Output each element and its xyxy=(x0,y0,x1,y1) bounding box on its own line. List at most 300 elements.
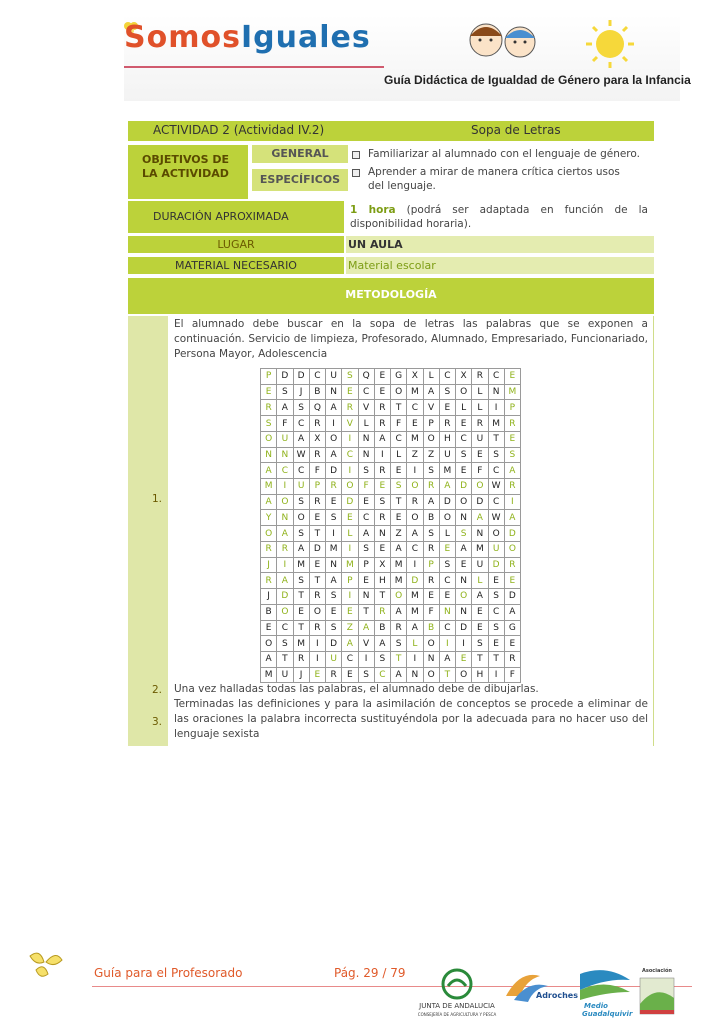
grid-letter: D xyxy=(472,494,488,510)
grid-letter: E xyxy=(293,604,309,620)
grid-letter: F xyxy=(423,604,439,620)
grid-letter: E xyxy=(407,416,423,432)
grid-letter: R xyxy=(472,369,488,385)
grid-letter: S xyxy=(439,557,455,573)
grid-letter: S xyxy=(488,620,504,636)
grid-letter: S xyxy=(472,636,488,652)
page-number: Pág. 29 / 79 xyxy=(334,966,406,980)
grid-letter: R xyxy=(374,510,390,526)
grid-row xyxy=(261,416,521,432)
grid-letter: M xyxy=(504,384,520,400)
grid-letter: W xyxy=(488,510,504,526)
grid-letter: C xyxy=(407,400,423,416)
grid-letter: T xyxy=(358,604,374,620)
grid-letter: S xyxy=(423,463,439,479)
grid-letter: U xyxy=(293,479,309,495)
grid-letter: S xyxy=(293,526,309,542)
grid-letter: R xyxy=(423,573,439,589)
specific-objective-text-1: Aprender a mirar de manera crítica ciertos usos xyxy=(368,166,620,178)
grid-letter: M xyxy=(391,573,407,589)
grid-letter: I xyxy=(309,651,325,667)
grid-letter: Z xyxy=(407,447,423,463)
grid-letter: U xyxy=(472,557,488,573)
grid-letter: D xyxy=(456,479,472,495)
grid-letter: A xyxy=(472,510,488,526)
guadalquivir-text: Guadalquivir xyxy=(582,1010,633,1018)
grid-letter: R xyxy=(293,651,309,667)
grid-letter: O xyxy=(456,589,472,605)
grid-letter: I xyxy=(326,416,342,432)
header-divider xyxy=(124,66,384,68)
grid-letter: F xyxy=(358,479,374,495)
grid-letter: I xyxy=(277,479,293,495)
grid-letter: N xyxy=(472,526,488,542)
grid-letter: J xyxy=(293,667,309,683)
grid-letter: N xyxy=(423,651,439,667)
grid-letter: T xyxy=(309,573,325,589)
grid-letter: E xyxy=(358,573,374,589)
grid-letter: I xyxy=(407,463,423,479)
grid-letter: V xyxy=(358,636,374,652)
grid-letter: C xyxy=(407,541,423,557)
grid-letter: R xyxy=(326,479,342,495)
grid-letter: L xyxy=(358,416,374,432)
grid-letter: O xyxy=(391,384,407,400)
duration-text xyxy=(350,203,648,231)
grid-letter: T xyxy=(293,589,309,605)
grid-letter: D xyxy=(293,369,309,385)
grid-letter: E xyxy=(439,589,455,605)
grid-letter: S xyxy=(326,510,342,526)
step-number: 2. xyxy=(152,684,163,696)
grid-row xyxy=(261,651,521,667)
grid-letter: D xyxy=(504,526,520,542)
grid-letter: C xyxy=(358,510,374,526)
grid-letter: F xyxy=(504,667,520,683)
grid-letter: I xyxy=(439,636,455,652)
grid-letter: A xyxy=(277,526,293,542)
grid-letter: A xyxy=(407,620,423,636)
grid-letter: N xyxy=(358,447,374,463)
grid-letter: A xyxy=(358,526,374,542)
objectives-label-line2: LA ACTIVIDAD xyxy=(142,167,229,180)
grid-letter: O xyxy=(261,431,277,447)
grid-letter: O xyxy=(407,510,423,526)
grid-letter: R xyxy=(309,494,325,510)
grid-letter: B xyxy=(423,510,439,526)
grid-letter: S xyxy=(358,541,374,557)
grid-letter: E xyxy=(326,494,342,510)
grid-row xyxy=(261,447,521,463)
grid-letter: I xyxy=(342,431,358,447)
grid-letter: M xyxy=(488,416,504,432)
grid-letter: H xyxy=(439,431,455,447)
grid-letter: D xyxy=(439,494,455,510)
footer-guide-label: Guía para el Profesorado xyxy=(94,966,243,980)
grid-letter: A xyxy=(504,463,520,479)
grid-letter: N xyxy=(456,573,472,589)
grid-row xyxy=(261,620,521,636)
grid-letter: A xyxy=(261,494,277,510)
grid-letter: R xyxy=(374,463,390,479)
grid-letter: E xyxy=(488,636,504,652)
grid-letter: S xyxy=(326,620,342,636)
grid-letter: E xyxy=(374,369,390,385)
grid-letter: M xyxy=(472,541,488,557)
grid-row xyxy=(261,526,521,542)
grid-letter: S xyxy=(439,384,455,400)
duration-rest: (podrá ser adaptada en función de la disponibilidad horaria). xyxy=(350,204,648,230)
grid-letter: F xyxy=(391,416,407,432)
grid-letter: O xyxy=(504,541,520,557)
grid-letter: R xyxy=(472,416,488,432)
grid-letter: O xyxy=(309,604,325,620)
grid-letter: S xyxy=(488,589,504,605)
grid-letter: A xyxy=(358,620,374,636)
grid-letter: E xyxy=(309,510,325,526)
grid-letter: R xyxy=(374,400,390,416)
grid-letter: G xyxy=(504,620,520,636)
grid-letter: E xyxy=(456,463,472,479)
grid-letter: E xyxy=(504,369,520,385)
grid-row xyxy=(261,494,521,510)
grid-letter: L xyxy=(472,400,488,416)
grid-letter: E xyxy=(261,384,277,400)
grid-letter: M xyxy=(439,463,455,479)
grid-letter: S xyxy=(326,589,342,605)
assoc-text: Asociación xyxy=(641,968,673,974)
grid-letter: E xyxy=(504,636,520,652)
place-label: LUGAR xyxy=(128,236,344,253)
grid-letter: O xyxy=(342,479,358,495)
grid-letter: D xyxy=(407,573,423,589)
objectives-label xyxy=(128,145,248,199)
grid-letter: I xyxy=(342,589,358,605)
grid-letter: R xyxy=(309,447,325,463)
grid-letter: E xyxy=(472,604,488,620)
grid-letter: D xyxy=(326,636,342,652)
grid-letter: C xyxy=(342,447,358,463)
logo-iguales: Iguales xyxy=(240,20,371,55)
grid-letter: M xyxy=(407,604,423,620)
grid-letter: U xyxy=(326,369,342,385)
grid-row xyxy=(261,369,521,385)
grid-row xyxy=(261,431,521,447)
grid-letter: S xyxy=(358,463,374,479)
grid-letter: O xyxy=(472,479,488,495)
grid-letter: R xyxy=(277,541,293,557)
grid-letter: N xyxy=(261,447,277,463)
grid-letter: E xyxy=(342,384,358,400)
grid-letter: M xyxy=(342,557,358,573)
grid-letter: R xyxy=(407,494,423,510)
general-label: GENERAL xyxy=(252,145,348,163)
grid-letter: A xyxy=(374,636,390,652)
grid-letter: E xyxy=(488,573,504,589)
adroches-text: Adroches xyxy=(536,991,578,1000)
grid-letter: I xyxy=(309,636,325,652)
grid-letter: S xyxy=(374,494,390,510)
grid-letter: T xyxy=(277,651,293,667)
adroches-logo xyxy=(500,966,578,1016)
grid-letter: T xyxy=(309,526,325,542)
grid-letter: B xyxy=(423,620,439,636)
grid-letter: I xyxy=(374,447,390,463)
guide-subtitle: Guía Didáctica de Igualdad de Género para la Infancia xyxy=(384,73,691,87)
grid-letter: C xyxy=(439,369,455,385)
grid-letter: X xyxy=(407,369,423,385)
grid-letter: C xyxy=(439,620,455,636)
grid-letter: G xyxy=(391,369,407,385)
grid-letter: Z xyxy=(342,620,358,636)
grid-letter: A xyxy=(374,431,390,447)
grid-letter: O xyxy=(277,604,293,620)
grid-letter: A xyxy=(342,636,358,652)
medio-text: Medio xyxy=(584,1002,608,1010)
grid-letter: S xyxy=(391,636,407,652)
grid-letter: U xyxy=(277,667,293,683)
grid-letter: N xyxy=(277,447,293,463)
activity-name: Sopa de Letras xyxy=(471,123,561,137)
grid-letter: S xyxy=(456,526,472,542)
grid-letter: R xyxy=(374,416,390,432)
grid-letter: A xyxy=(423,384,439,400)
grid-letter: O xyxy=(326,431,342,447)
methodology-label: METODOLOGÍA xyxy=(345,288,437,301)
place-value: UN AULA xyxy=(346,236,654,253)
grid-letter: D xyxy=(309,541,325,557)
grid-letter: C xyxy=(309,369,325,385)
grid-letter: C xyxy=(488,604,504,620)
grid-letter: E xyxy=(342,510,358,526)
grid-letter: A xyxy=(472,589,488,605)
grid-letter: R xyxy=(261,573,277,589)
grid-letter: R xyxy=(309,620,325,636)
grid-letter: E xyxy=(456,557,472,573)
grid-letter: O xyxy=(293,510,309,526)
grid-letter: O xyxy=(456,384,472,400)
grid-letter: A xyxy=(326,573,342,589)
grid-letter: M xyxy=(293,557,309,573)
grid-letter: S xyxy=(504,447,520,463)
grid-letter: A xyxy=(277,400,293,416)
grid-letter: P xyxy=(423,557,439,573)
butterfly-icon xyxy=(26,948,66,982)
grid-letter: L xyxy=(391,447,407,463)
grid-letter: C xyxy=(374,667,390,683)
grid-letter: H xyxy=(472,667,488,683)
grid-letter: E xyxy=(472,447,488,463)
specific-objective-text-2: del lenguaje. xyxy=(368,180,436,192)
grid-letter: N xyxy=(358,589,374,605)
grid-letter: T xyxy=(391,400,407,416)
grid-letter: A xyxy=(261,651,277,667)
word-search-grid xyxy=(260,368,521,683)
grid-letter: E xyxy=(309,557,325,573)
grid-letter: I xyxy=(277,557,293,573)
grid-letter: E xyxy=(391,463,407,479)
grid-letter: A xyxy=(277,573,293,589)
grid-letter: R xyxy=(504,416,520,432)
grid-letter: X xyxy=(374,557,390,573)
grid-letter: O xyxy=(261,636,277,652)
specific-label: ESPECÍFICOS xyxy=(252,169,348,191)
grid-letter: O xyxy=(423,667,439,683)
grid-row xyxy=(261,541,521,557)
grid-letter: C xyxy=(293,463,309,479)
grid-letter: J xyxy=(261,557,277,573)
grid-letter: A xyxy=(439,479,455,495)
grid-row xyxy=(261,573,521,589)
grid-letter: C xyxy=(277,463,293,479)
grid-letter: U xyxy=(439,447,455,463)
grid-letter: M xyxy=(326,541,342,557)
grid-row xyxy=(261,667,521,683)
grid-letter: E xyxy=(374,479,390,495)
grid-row xyxy=(261,384,521,400)
grid-letter: R xyxy=(504,557,520,573)
grid-letter: E xyxy=(423,589,439,605)
grid-letter: E xyxy=(326,604,342,620)
grid-letter: R xyxy=(423,479,439,495)
grid-row xyxy=(261,636,521,652)
step-text: El alumnado debe buscar en la sopa de letras las palabras que se exponen a continuación. Servicio de limpieza, Profesorado, Alumnado, Empresariado, Funcionariado, Persona Mayor, Adolescencia xyxy=(174,318,648,360)
grid-letter: I xyxy=(358,651,374,667)
grid-row xyxy=(261,510,521,526)
grid-letter: D xyxy=(277,369,293,385)
grid-letter: M xyxy=(261,479,277,495)
grid-letter: T xyxy=(293,620,309,636)
grid-letter: N xyxy=(456,510,472,526)
grid-letter: S xyxy=(423,526,439,542)
grid-letter: Q xyxy=(358,369,374,385)
grid-letter: F xyxy=(277,416,293,432)
grid-letter: C xyxy=(488,463,504,479)
grid-letter: N xyxy=(358,431,374,447)
brand-logo xyxy=(124,20,371,55)
grid-letter: E xyxy=(504,573,520,589)
grid-letter: H xyxy=(374,573,390,589)
grid-letter: S xyxy=(293,400,309,416)
step-text: Una vez halladas todas las palabras, el alumnado debe de dibujarlas. xyxy=(174,683,539,695)
grid-letter: F xyxy=(472,463,488,479)
grid-letter: P xyxy=(261,369,277,385)
grid-letter: U xyxy=(488,541,504,557)
grid-letter: I xyxy=(407,557,423,573)
grid-letter: A xyxy=(504,604,520,620)
grid-letter: C xyxy=(342,651,358,667)
grid-letter: P xyxy=(423,416,439,432)
grid-letter: E xyxy=(504,431,520,447)
grid-letter: J xyxy=(293,384,309,400)
grid-letter: N xyxy=(277,510,293,526)
grid-letter: O xyxy=(423,431,439,447)
grid-letter: E xyxy=(391,510,407,526)
grid-letter: O xyxy=(456,667,472,683)
grid-letter: A xyxy=(456,541,472,557)
grid-letter: O xyxy=(423,636,439,652)
grid-letter: S xyxy=(358,667,374,683)
grid-letter: I xyxy=(326,526,342,542)
grid-letter: Z xyxy=(423,447,439,463)
methodology-band xyxy=(128,278,654,314)
grid-letter: W xyxy=(488,479,504,495)
grid-letter: N xyxy=(374,526,390,542)
grid-letter: M xyxy=(293,636,309,652)
grid-letter: L xyxy=(456,400,472,416)
grid-letter: D xyxy=(342,494,358,510)
grid-letter: P xyxy=(309,479,325,495)
grid-row xyxy=(261,604,521,620)
activity-title: ACTIVIDAD 2 (Actividad IV.2) xyxy=(153,123,325,137)
grid-letter: T xyxy=(391,651,407,667)
grid-letter: N xyxy=(456,604,472,620)
grid-letter: O xyxy=(439,510,455,526)
grid-row xyxy=(261,589,521,605)
grid-letter: S xyxy=(342,369,358,385)
grid-letter: P xyxy=(342,573,358,589)
activity-title-band xyxy=(128,121,654,141)
grid-letter: A xyxy=(293,431,309,447)
grid-letter: L xyxy=(439,526,455,542)
grid-letter: E xyxy=(439,541,455,557)
grid-letter: C xyxy=(439,573,455,589)
steps-number-column xyxy=(128,316,168,746)
grid-row xyxy=(261,463,521,479)
grid-letter: A xyxy=(391,604,407,620)
grid-letter: L xyxy=(407,636,423,652)
grid-letter: R xyxy=(504,651,520,667)
sun-icon xyxy=(580,18,640,68)
grid-letter: E xyxy=(374,384,390,400)
grid-letter: V xyxy=(358,400,374,416)
grid-letter: A xyxy=(391,667,407,683)
grid-letter: O xyxy=(456,494,472,510)
grid-row xyxy=(261,400,521,416)
grid-letter: S xyxy=(488,447,504,463)
grid-letter: L xyxy=(472,384,488,400)
grid-letter: A xyxy=(326,447,342,463)
grid-letter: R xyxy=(504,479,520,495)
grid-letter: T xyxy=(374,589,390,605)
grid-letter: O xyxy=(277,494,293,510)
grid-letter: A xyxy=(326,400,342,416)
grid-letter: R xyxy=(342,400,358,416)
duration-section xyxy=(128,201,654,233)
grid-letter: R xyxy=(374,604,390,620)
grid-letter: E xyxy=(309,667,325,683)
grid-row xyxy=(261,557,521,573)
grid-letter: U xyxy=(277,431,293,447)
grid-letter: N xyxy=(407,667,423,683)
grid-letter: W xyxy=(293,447,309,463)
grid-letter: X xyxy=(309,431,325,447)
grid-letter: V xyxy=(342,416,358,432)
grid-letter: E xyxy=(456,416,472,432)
grid-letter: A xyxy=(391,541,407,557)
grid-letter: D xyxy=(326,463,342,479)
grid-letter: T xyxy=(391,494,407,510)
general-objective-text: Familiarizar al alumnado con el lenguaje de género. xyxy=(368,148,640,160)
grid-letter: S xyxy=(374,651,390,667)
grid-letter: R xyxy=(391,620,407,636)
objectives-section xyxy=(128,145,654,199)
grid-letter: V xyxy=(423,400,439,416)
grid-letter: R xyxy=(261,541,277,557)
children-illustration-icon xyxy=(458,18,548,68)
grid-letter: F xyxy=(309,463,325,479)
grid-letter: I xyxy=(488,667,504,683)
